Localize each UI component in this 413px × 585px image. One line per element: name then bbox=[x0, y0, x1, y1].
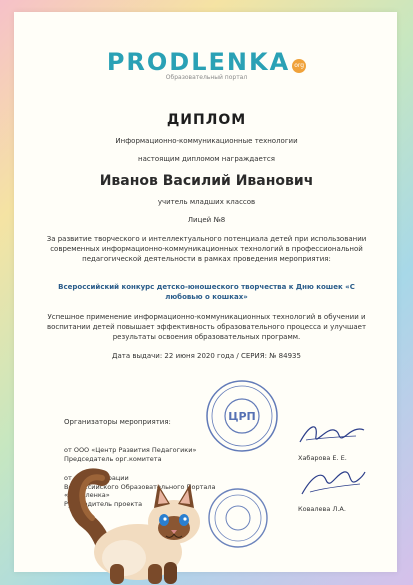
signature-icon bbox=[296, 466, 366, 500]
diploma-title: ДИПЛОМ bbox=[166, 112, 247, 128]
organizer-2-signer: Ковалева Л.А. bbox=[298, 505, 346, 513]
organizer-2-line: Всероссийского Образовательного Портала bbox=[64, 482, 216, 491]
success-text: Успешное применение информационно-коммуникационных технологий в обучении и воспитании детей повышает эффективность образовательного процесса и улучшает результаты освоения образовательных программ. bbox=[46, 313, 367, 341]
organizer-1-role: Председатель орг.комитета bbox=[64, 454, 162, 463]
organizers-heading: Организаторы мероприятия: bbox=[64, 418, 171, 426]
stamp-text: ЦРП bbox=[228, 410, 256, 423]
organizer-2-line: «Продленка» bbox=[64, 491, 110, 499]
organizer-2-role: Руководитель проекта bbox=[64, 499, 143, 508]
organizer-1-signer: Хабарова Е. Е. bbox=[298, 454, 347, 462]
logo-org-badge: org bbox=[292, 59, 306, 73]
organizer-1-line: от ООО «Центр Развития Педагогики» bbox=[64, 446, 197, 454]
organizer-2-line: от Администрации bbox=[64, 474, 129, 482]
award-reason: За развитие творческого и интеллектуального потенциала детей при использовании современных информационно-коммуникационных технологий в профессиональной педагогической деятельности в рамках проведения мероприятия: bbox=[46, 235, 367, 263]
logo-text: PRODLENKA bbox=[106, 48, 291, 76]
cat-illustration-icon bbox=[62, 448, 222, 585]
recipient-position: учитель младших классов bbox=[157, 198, 256, 206]
recipient-name: Иванов Василий Иванович bbox=[99, 173, 314, 189]
stamp-icon bbox=[204, 378, 280, 454]
awarded-text: настоящим дипломом награждается bbox=[138, 155, 275, 163]
signature-icon bbox=[296, 418, 366, 450]
category-text: Информационно-коммуникационные технологии bbox=[115, 137, 298, 145]
issue-date: Дата выдачи: 22 июня 2020 года / СЕРИЯ: № 84935 bbox=[112, 352, 301, 360]
logo-tagline: Образовательный портал bbox=[165, 74, 248, 81]
contest-name: Всероссийский конкурс детско-юношеского творчества к Дню кошек «С любовью о кошках» bbox=[58, 283, 355, 301]
recipient-school: Лицей №8 bbox=[187, 216, 226, 224]
logo bbox=[0, 48, 413, 81]
